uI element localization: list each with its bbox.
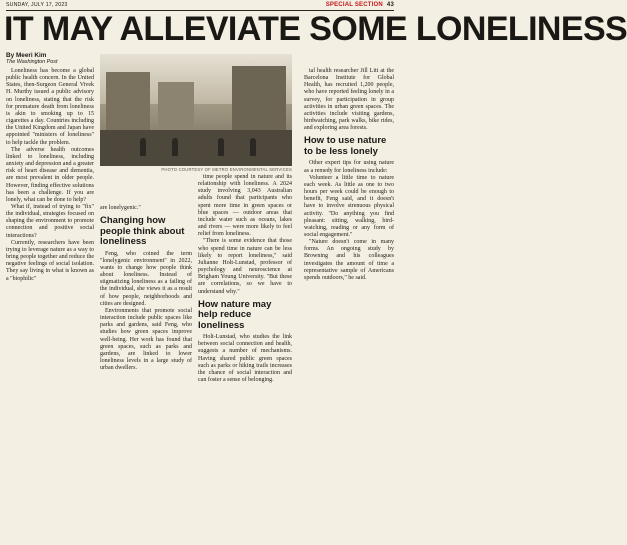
paragraph: Other expert tips for using nature as a remedy for loneliness include: xyxy=(304,160,394,174)
article-column-2 xyxy=(100,205,192,545)
subhead: How nature may help reduce loneliness xyxy=(198,298,272,331)
page-number: 43 xyxy=(386,2,394,8)
photo-credit: PHOTO COURTESY OF METRO ENVIRONMENTAL SERVICES xyxy=(161,167,292,172)
article-column-4 xyxy=(304,68,394,408)
paragraph: time people spend in nature and its relationship with loneliness. A 2024 study involving 3,043 Australian adults found that participants who spent more time in green spaces or blue spaces — outdoor areas that include water such as oceans, lakes and rivers — were more likely to feel relief from loneliness. xyxy=(198,174,292,238)
paragraph: Loneliness has become a global public health concern. In the United States, then-Surgeon General Vivek H. Murthy issued a public advisory on loneliness, stating that the risk for premature death from loneliness is akin to smoking up to 15 cigarettes a day. Countries including the United Kingdom and Japan have appointed "ministers of loneliness" to help tackle the problem. xyxy=(6,68,94,146)
paragraph: Currently, researchers have been trying to leverage nature as a way to bring people together and reduce the negative feelings of social isolation. They say living in what is known as a "biophilic" xyxy=(6,239,94,282)
section-label: SPECIAL SECTION xyxy=(325,2,383,8)
byline xyxy=(6,52,57,65)
subhead: How to use nature to be less lonely xyxy=(304,135,387,157)
headline: IT MAY ALLEVIATE SOME LONELINESS xyxy=(4,10,627,48)
paragraph: Environments that promote social interaction include public spaces like parks and gardens, said Feng, who studies how green spaces improve well-being. Her work has found that green spaces, such as parks and gardens, are linked to lower loneliness levels in a large study of urban dwellers. xyxy=(100,307,192,372)
person-figure xyxy=(140,138,146,156)
paragraph: What if, instead of trying to "fix" the individual, strategies focused on shaping the environment to promote connection and positive social interactions? xyxy=(6,203,94,239)
paragraph: Volunteer a little time to nature each week. As little as one to two hours per week could be enough to benefit, Feng said, and it doesn't have to involve strenuous physical activity. "Do anything you find pleasant: sitting, walking, bird-watching, reading or any form of social engagement." xyxy=(304,174,394,238)
paragraph: "There is some evidence that those who spend time in nature can be less likely to report loneliness," said Julianne Holt-Lunstad, professor of psychology and neuroscience at Brigham Young University. "But these are correlations, so we have to understand why." xyxy=(198,238,292,295)
person-figure xyxy=(250,138,256,156)
paragraph: "Nature doesn't come in many forms. An ongoing study by Browning and his colleagues investigates the amount of time a representative sample of Americans spends outdoors," he said. xyxy=(304,239,394,281)
paragraph: The adverse health outcomes linked to loneliness, including anxiety and depression and a greater risk of heart disease and dementia, are most prevalent in older people. However, finding effective solutions has been a challenge. If you are lonely, what can be done to help? xyxy=(6,146,94,203)
person-figure xyxy=(172,138,178,156)
paragraph: are lonelygenic." xyxy=(100,205,141,211)
author-outlet: The Washington Post xyxy=(6,59,58,65)
article-column-3 xyxy=(198,174,292,514)
article-column-1 xyxy=(6,68,94,408)
author-name: By Meeri Kim xyxy=(6,52,47,59)
paragraph: Holt-Lunstad, who studies the link between social connection and health, suggests a number of mechanisms. Having shared public green spaces such as parks or hiking trails increases the chance of social interaction and can foster a sense of belonging. xyxy=(198,334,292,384)
paragraph: Feng, who coined the term "lonelygenic environment" in 2022, wants to change how people think about loneliness. Instead of stigmatizing loneliness as a failing of the individual, she views it as a result of how people, neighborhoods and cities are designed. xyxy=(100,250,192,307)
person-figure xyxy=(218,138,224,156)
article-photo xyxy=(100,54,292,166)
subhead: Changing how people think about loneliness xyxy=(100,215,185,248)
paragraph: tal health researcher Jill Litt at the Barcelona Institute for Global Health, has recruited 1,200 people, who have reported feeling lonely in a survey, for participation in group activities in urban green spaces. The activities include visiting gardens, birdwatching, park walks, bike rides, and exploring area forests. xyxy=(304,68,394,132)
issue-date: SUNDAY, JULY 17, 2023 xyxy=(6,2,68,8)
